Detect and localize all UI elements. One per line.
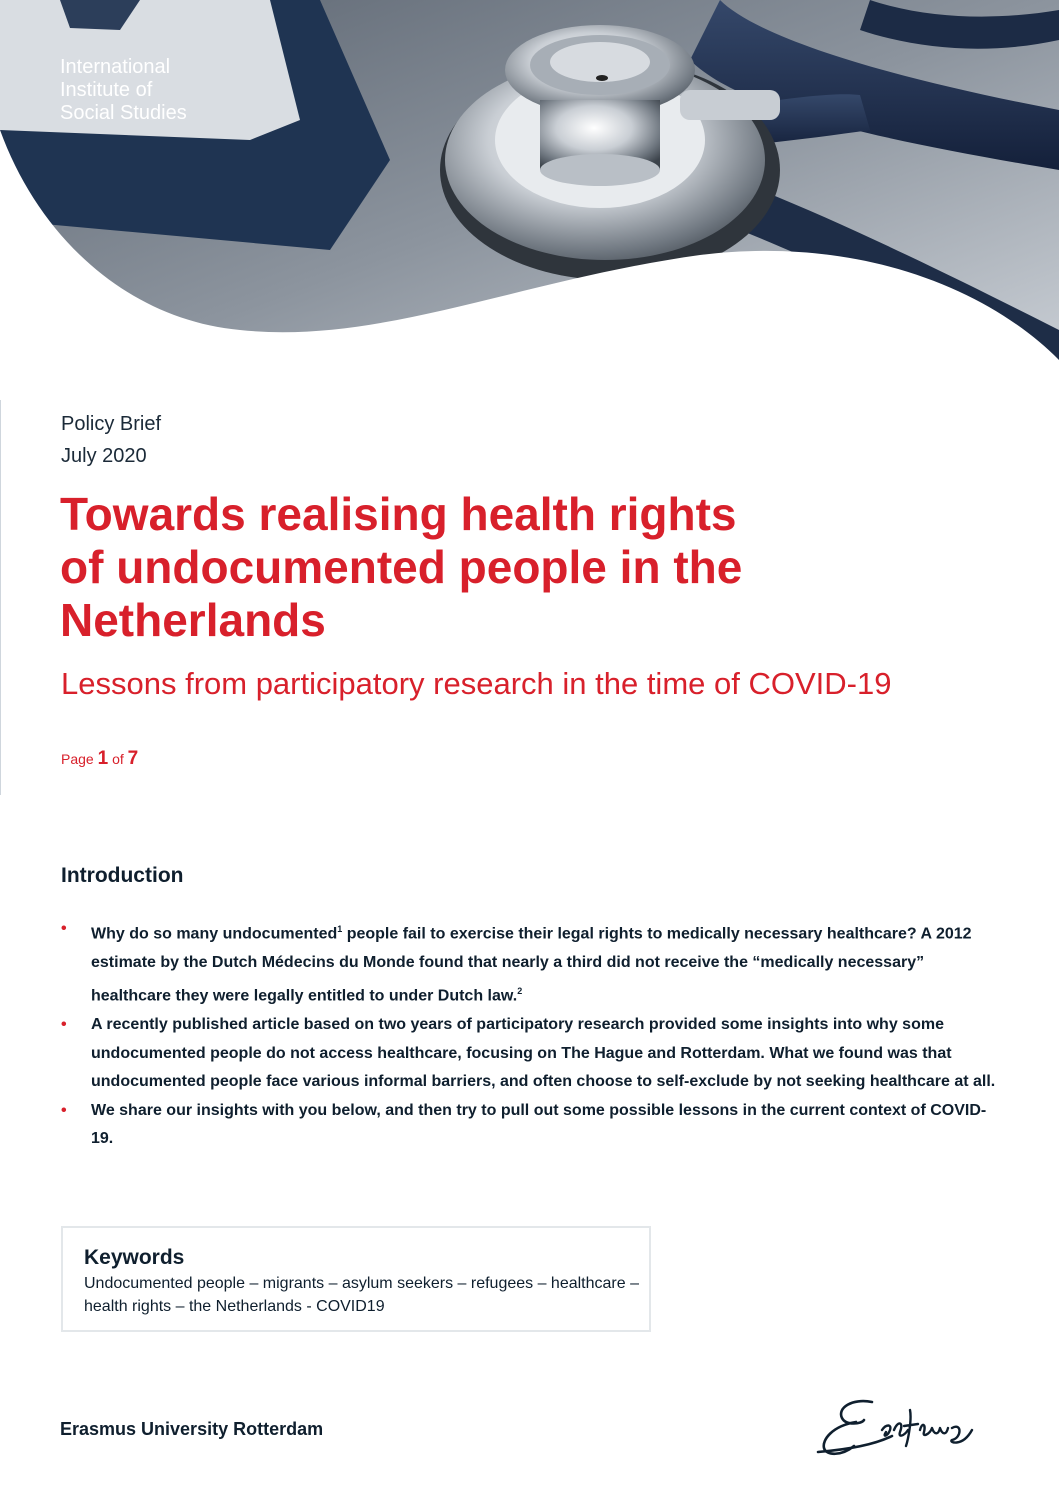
title-line: Netherlands [60, 594, 326, 646]
left-divider [0, 400, 1, 795]
keywords-box [61, 1226, 651, 1332]
title-line: of undocumented people in the [60, 541, 743, 593]
page-current: 1 [97, 748, 109, 769]
bullet-text-part: people fail to exercise their legal rights to medically necessary healthcare? A 2012 estimate by the Dutch Médecins du Monde found that nearly a third did not receive the “medically necessary” healthcare they were legally entitled to under Dutch law. [91, 925, 972, 1005]
bullet-text-part: Why do so many undocumented [91, 925, 338, 943]
doc-meta [61, 408, 161, 472]
bullet-text: A recently published article based on two years of participatory research provided some insights into why some undocumented people do not access healthcare, focusing on The Hague and Rotterdam. What we found was that undocumented people face various informal barriers, and often choose to self-exclude by not seeking healthcare at all. [91, 1016, 996, 1091]
bullet-dot-icon: • [61, 1016, 67, 1034]
page-title [60, 488, 960, 647]
page-subtitle: Lessons from participatory research in the time of COVID-19 [61, 666, 892, 701]
footnote-ref[interactable]: 1 [337, 924, 343, 934]
university-name: Erasmus University Rotterdam [60, 1419, 324, 1439]
erasmus-signature-logo [812, 1390, 1002, 1465]
keywords-title: Keywords [84, 1246, 185, 1269]
bullet-dot-icon: • [61, 1101, 67, 1119]
doc-type: Policy Brief [61, 413, 162, 435]
institute-line: Social Studies [60, 102, 187, 124]
keywords-text: Undocumented people – migrants – asylum seekers – refugees – healthcare – health rights – the Netherlands - COVID19 [84, 1275, 639, 1315]
page-of: of [112, 751, 124, 767]
bullet-text: We share our insights with you below, and then try to pull out some possible lessons in the current context of COVID-19. [91, 1101, 987, 1148]
doc-date: July 2020 [61, 445, 147, 467]
title-line: Towards realising health rights [60, 488, 737, 540]
list-item [61, 915, 1001, 1011]
list-item [61, 1097, 1001, 1154]
page-prefix: Page [61, 751, 94, 767]
introduction-heading: Introduction [61, 864, 184, 887]
bullet-dot-icon: • [61, 920, 67, 937]
institute-name [60, 56, 187, 125]
institute-line: International [60, 56, 171, 78]
institute-line: Institute of [60, 79, 153, 101]
page-indicator [61, 748, 138, 770]
introduction-list [61, 915, 1001, 1154]
list-item [61, 1011, 1001, 1097]
page-total: 7 [127, 748, 139, 769]
footnote-ref[interactable]: 2 [517, 986, 523, 997]
